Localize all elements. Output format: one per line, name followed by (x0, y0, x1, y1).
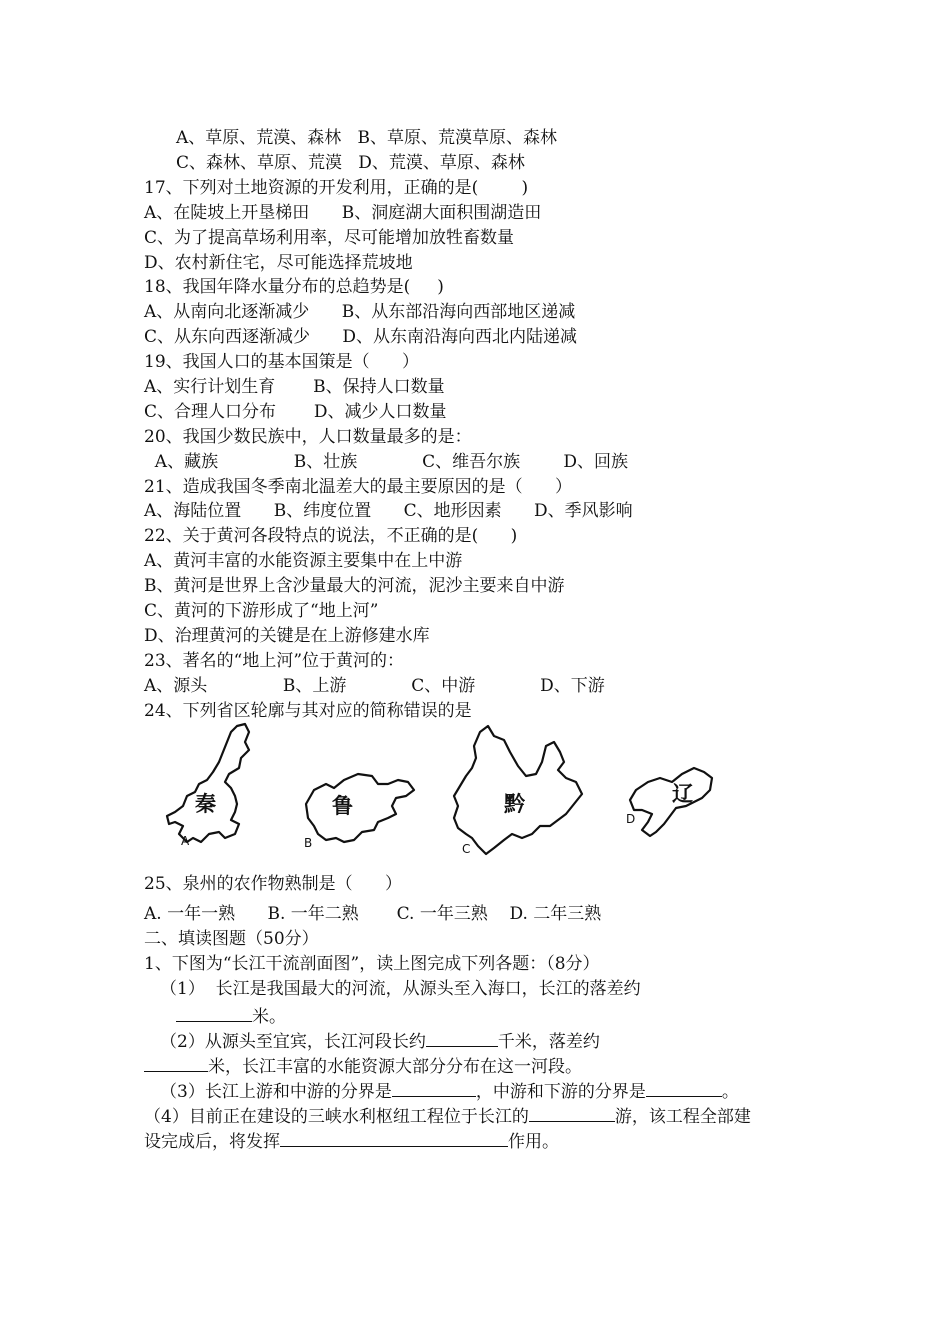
q1-part3-line (160, 1078, 739, 1103)
q16-options-line2: C、森林、草原、荒漠 D、荒漠、草原、森林 (176, 153, 525, 173)
province-letter-b: B (304, 836, 313, 850)
province-char-c: 黔 (504, 791, 525, 816)
q17-option-ab: A、在陡坡上开垦梯田 B、洞庭湖大面积围湖造田 (144, 203, 542, 223)
q19-option-ab: A、实行计划生育 B、保持人口数量 (144, 377, 445, 397)
province-letter-d: D (626, 812, 636, 826)
q1-part1-line2 (176, 1003, 286, 1028)
province-map-d (626, 766, 716, 846)
q22-option-d: D、治理黄河的关键是在上游修建水库 (144, 626, 430, 646)
province-map-a (165, 722, 260, 852)
q23-options: A、源头 B、上游 C、中游 D、下游 (144, 676, 605, 696)
q25-options: A. 一年一熟 B. 一年二熟 C. 一年三熟 D. 二年三熟 (144, 904, 602, 924)
q1-part2-text-b: 千米，落差约 (497, 1032, 600, 1052)
q1-part2-length-blank[interactable] (426, 1028, 498, 1047)
q22-option-c: C、黄河的下游形成了“地上河” (144, 601, 379, 621)
q1-part2-line1 (160, 1028, 600, 1053)
q22-option-b: B、黄河是世界上含沙量最大的河流，泥沙主要来自中游 (144, 576, 565, 596)
section2-title: 二、填读图题（50分） (144, 929, 319, 949)
province-map-c (450, 722, 590, 862)
q17-stem: 17、下列对土地资源的开发利用，正确的是( ) (144, 178, 529, 198)
q22-option-a: A、黄河丰富的水能资源主要集中在上中游 (144, 551, 463, 571)
q24-stem: 24、下列省区轮廓与其对应的简称错误的是 (144, 701, 472, 721)
q23-stem: 23、著名的“地上河”位于黄河的： (144, 651, 405, 671)
q1-part1-text: （1） 长江是我国最大的河流，从源头至入海口，长江的落差约 (160, 979, 641, 999)
q1-part1-unit: 米。 (252, 1007, 286, 1027)
q17-option-d: D、农村新住宅，尽可能选择荒坡地 (144, 253, 413, 273)
q21-options: A、海陆位置 B、纬度位置 C、地形因素 D、季风影响 (144, 501, 633, 521)
liaoning-outline-icon (626, 766, 716, 846)
q18-option-ab: A、从南向北逐渐减少 B、从东部沿海向西部地区递减 (144, 302, 576, 322)
q1-part1-blank[interactable] (176, 1003, 252, 1022)
q1-part3-blank-1[interactable] (392, 1078, 476, 1097)
q22-stem: 22、关于黄河各段特点的说法，不正确的是( ) (144, 526, 518, 546)
q20-stem: 20、我国少数民族中，人口数量最多的是： (144, 427, 472, 447)
q1-part4-text-b: 游，该工程全部建 (614, 1107, 751, 1127)
q1-part3-text-b: ，中游和下游的分界是 (475, 1082, 646, 1102)
province-char-b: 鲁 (332, 793, 353, 818)
q1-part2-text-a: （2）从源头至宜宾，长江河段长约 (160, 1032, 426, 1052)
q21-stem: 21、造成我国冬季南北温差大的最主要原因的是（ ） (144, 477, 573, 497)
q1-part2-drop-blank[interactable] (144, 1053, 208, 1072)
q1-part2-line2 (144, 1053, 582, 1078)
q17-option-c: C、为了提高草场利用率，尽可能增加放牲畜数量 (144, 228, 515, 248)
q1-part4-line1 (144, 1103, 751, 1128)
section2-q1-stem: 1、下图为“长江干流剖面图”，读上图完成下列各题：（8分） (144, 954, 600, 974)
q1-part3-text-c: 。 (721, 1082, 739, 1102)
q1-part4-text-d: 作用。 (508, 1132, 559, 1152)
q25-stem: 25、泉州的农作物熟制是（ ） (144, 874, 403, 894)
shaanxi-outline-icon (165, 722, 260, 852)
q20-options: A、藏族 B、壮族 C、维吾尔族 D、回族 (144, 452, 628, 472)
q1-part4-blank-1[interactable] (529, 1103, 615, 1122)
q1-part3-text-a: （3）长江上游和中游的分界是 (160, 1082, 392, 1102)
q16-options-line1: A、草原、荒漠、森林 B、草原、荒漠草原、森林 (176, 128, 557, 148)
province-char-d: 辽 (672, 781, 693, 806)
shandong-outline-icon (300, 770, 420, 850)
q1-part4-text-c: 设完成后，将发挥 (144, 1132, 280, 1152)
q1-part4-text-a: （4）目前正在建设的三峡水利枢纽工程位于长江的 (144, 1107, 529, 1127)
q1-part4-blank-2[interactable] (280, 1128, 508, 1147)
province-letter-c: C (462, 842, 471, 856)
province-outline-figure (150, 722, 730, 862)
q1-part4-line2 (144, 1128, 559, 1153)
q18-stem: 18、我国年降水量分布的总趋势是( ) (144, 277, 444, 297)
q18-option-cd: C、从东向西逐渐减少 D、从东南沿海向西北内陆递减 (144, 327, 578, 347)
q19-stem: 19、我国人口的基本国策是（ ） (144, 352, 420, 372)
q1-part3-blank-2[interactable] (646, 1078, 722, 1097)
province-letter-a: A (181, 834, 190, 848)
q1-part2-text-c: 米，长江丰富的水能资源大部分分布在这一河段。 (208, 1057, 582, 1077)
province-map-b (300, 770, 420, 850)
province-char-a: 秦 (195, 791, 216, 816)
q19-option-cd: C、合理人口分布 D、减少人口数量 (144, 402, 447, 422)
